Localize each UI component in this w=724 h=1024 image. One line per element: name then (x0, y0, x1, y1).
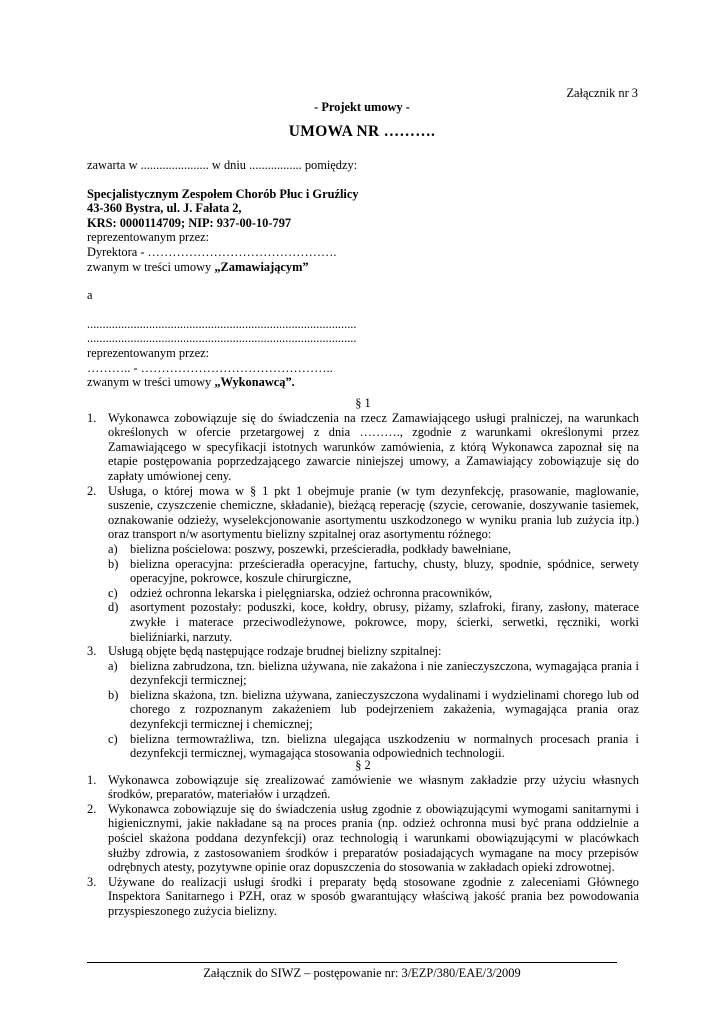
contractor-called (87, 375, 639, 390)
draft-label: - Projekt umowy - (314, 100, 410, 114)
sub-text: bielizna zabrudzona, tzn. bielizna używana, nie zakażona i nie zanieczyszczona, wymagająca prania i dezynfekcji termicznej; (130, 658, 639, 688)
sub-text: odzież ochronna lekarska i pielęgniarska, odzież ochronna pracowników, (130, 585, 493, 600)
item-number: 2. (87, 483, 97, 498)
sub-letter: b) (108, 687, 119, 702)
sublist-item (108, 600, 639, 644)
sub-letter: b) (108, 556, 119, 571)
client-name: Specjalistycznym Zespołem Chorób Płuc i Gruźlicy (87, 186, 359, 201)
attachment-number: Załącznik nr 3 (566, 86, 638, 100)
sub-text: bielizna operacyjna: prześcieradła operacyjne, fartuchy, chusty, bluzy, spodnie, spódnice, serwety operacyjne, pokrowce, koszule chirurgiczne, (130, 556, 639, 586)
client-address: 43-360 Bystra, ul. J. Fałata 2, (87, 201, 242, 216)
signed-line: zawarta w ...................... w dniu ................. pomiędzy: (87, 158, 358, 172)
list-item (87, 875, 639, 919)
sub-letter: c) (108, 731, 118, 746)
client-called-name: „Zamawiającym” (214, 259, 309, 274)
section-1 (87, 396, 639, 761)
sub-text: asortyment pozostały: poduszki, koce, kołdry, obrusy, piżamy, szlafroki, firany, zasłony, materace zwykłe i materace przeciwodleżynowe, pokrowce, mopy, ścierki, serwetki, ręczniki, worki bieliźniarki, narzuty. (130, 600, 639, 644)
item-number: 3. (87, 644, 97, 659)
sub-letter: a) (108, 658, 118, 673)
item-text: Wykonawca zobowiązuje się do świadczenia usług zgodnie z obowiązującymi wymogami sanitarnymi i higienicznymi, jakie nakładane są na proces prania (np. odzież ochronna musi być prana oddzielnie a pościel skażona poddana dezynfekcji) oraz technologią i warunkami obowiązującymi w placówkach służby zdrowia, z zastosowaniem środków i preparatów posiadających wymagane na mocy przepisów odrębnych atesty, pozytywne opinie oraz dopuszczenia do stosowania w zakładach opieki zdrowotnej. (108, 801, 639, 875)
sublist (108, 542, 639, 644)
item-number: 3. (87, 874, 97, 889)
contractor-called-name: „Wykonawcą”. (214, 375, 295, 390)
item-text: Usługa, o której mowa w § 1 pkt 1 obejmuje pranie (w tym dezynfekcję, prasowanie, maglowanie, suszenie, czyszczenie chemiczne, składanie), bieżącą reperację (szycie, cerowanie, doszywanie tasiemek, oznakowanie odzieży, wyselekcjonowanie asortymentu uszkodzonego w wyniku prania lub zużycia itp.) oraz transport n/w asortymentu bielizny szpitalnej oraz asortymentu różnego: (108, 483, 639, 542)
section-2-mark: § 2 (355, 758, 371, 772)
list-item (87, 773, 639, 802)
sublist-item (108, 659, 639, 688)
section-1-mark: § 1 (355, 396, 371, 410)
sublist-item (108, 688, 639, 732)
and-conjunction: a (87, 288, 93, 303)
page-footer: Załącznik do SIWZ – postępowanie nr: 3/EZP/380/EAE/3/2009 (203, 966, 521, 980)
sublist (108, 659, 639, 761)
client-director: Dyrektora - ………………………………………. (87, 244, 337, 259)
list-item (87, 411, 639, 484)
client-ids: KRS: 0000114709; NIP: 937-00-10-797 (87, 215, 292, 230)
list-item (87, 484, 639, 645)
sublist-item (108, 542, 639, 557)
document-title: UMOWA NR ………. (288, 123, 436, 140)
sub-letter: c) (108, 585, 118, 600)
section-2-list (87, 773, 639, 919)
section-2 (87, 758, 639, 919)
item-text: Wykonawca zobowiązuje się do świadczenia na rzecz Zamawiającego usługi pralniczej, na warunkach określonych w ofercie przetargowej z dnia ………., zgodnie z warunkami określonymi przez Zamawiającego w specyfikacji istotnych warunków zamówienia, z którą Wykonawca zapoznał się na etapie postępowania poprzedzającego zawarcie niniejszej umowy, a Zamawiający zobowiązuje się do zapłaty umówionej ceny. (108, 410, 639, 483)
item-text: Usługą objęte będą następujące rodzaje brudnej bielizny szpitalnej: (108, 644, 442, 659)
footer-divider (87, 962, 617, 963)
item-number: 1. (87, 772, 97, 787)
item-number: 1. (87, 410, 97, 425)
client-called (87, 260, 639, 275)
item-text: Używane do realizacji usługi środki i preparaty będą stosowane zgodnie z zaleceniami Głównego Inspektora Sanitarnego i PZH, oraz w sposób gwarantujący właściwą jakość prania bez powodowania przyspieszonego zużycia bielizny. (108, 874, 639, 918)
sub-text: bielizna pościelowa: poszwy, poszewki, prześcieradła, podkłady bawełniane, (130, 541, 512, 556)
parties-section (87, 158, 639, 390)
sub-text: bielizna termowrażliwa, tzn. bielizna ulegająca uszkodzeniu w normalnych procesach prania i dezynfekcji termicznej, wymagająca stosowania odpowiednich technologii. (130, 731, 639, 761)
contractor-represented: reprezentowanym przez: (87, 345, 210, 360)
sub-text: bielizna skażona, tzn. bielizna używana, zanieczyszczona wydalinami i wydzielinami chorego lub od chorego z rozpoznanym zakażeniem lub podejrzeniem zakażenia, wymagająca prania oraz dezynfekcji termicznej i chemicznej; (130, 687, 639, 732)
contractor-called-prefix: zwanym w treści umowy (87, 375, 215, 390)
list-item (87, 802, 639, 875)
sublist-item (108, 586, 639, 601)
contractor-representative: ……….. - ……………………………………….. (87, 360, 333, 375)
sub-letter: d) (108, 600, 119, 615)
client-called-prefix: zwanym w treści umowy (87, 259, 215, 274)
item-text: Wykonawca zobowiązuje się zrealizować zamówienie we własnym zakładzie przy użyciu własnych środków, preparatów, materiałów i urządzeń. (108, 772, 639, 802)
client-represented: reprezentowanym przez: (87, 230, 210, 245)
sub-letter: a) (108, 541, 118, 556)
sublist-item (108, 557, 639, 586)
section-1-list (87, 411, 639, 761)
sublist-item (108, 732, 639, 761)
list-item (87, 644, 639, 761)
item-number: 2. (87, 801, 97, 816)
contractor-line-2: ....................................................................................... (87, 331, 357, 346)
contractor-line-1: ....................................................................................... (87, 316, 357, 331)
